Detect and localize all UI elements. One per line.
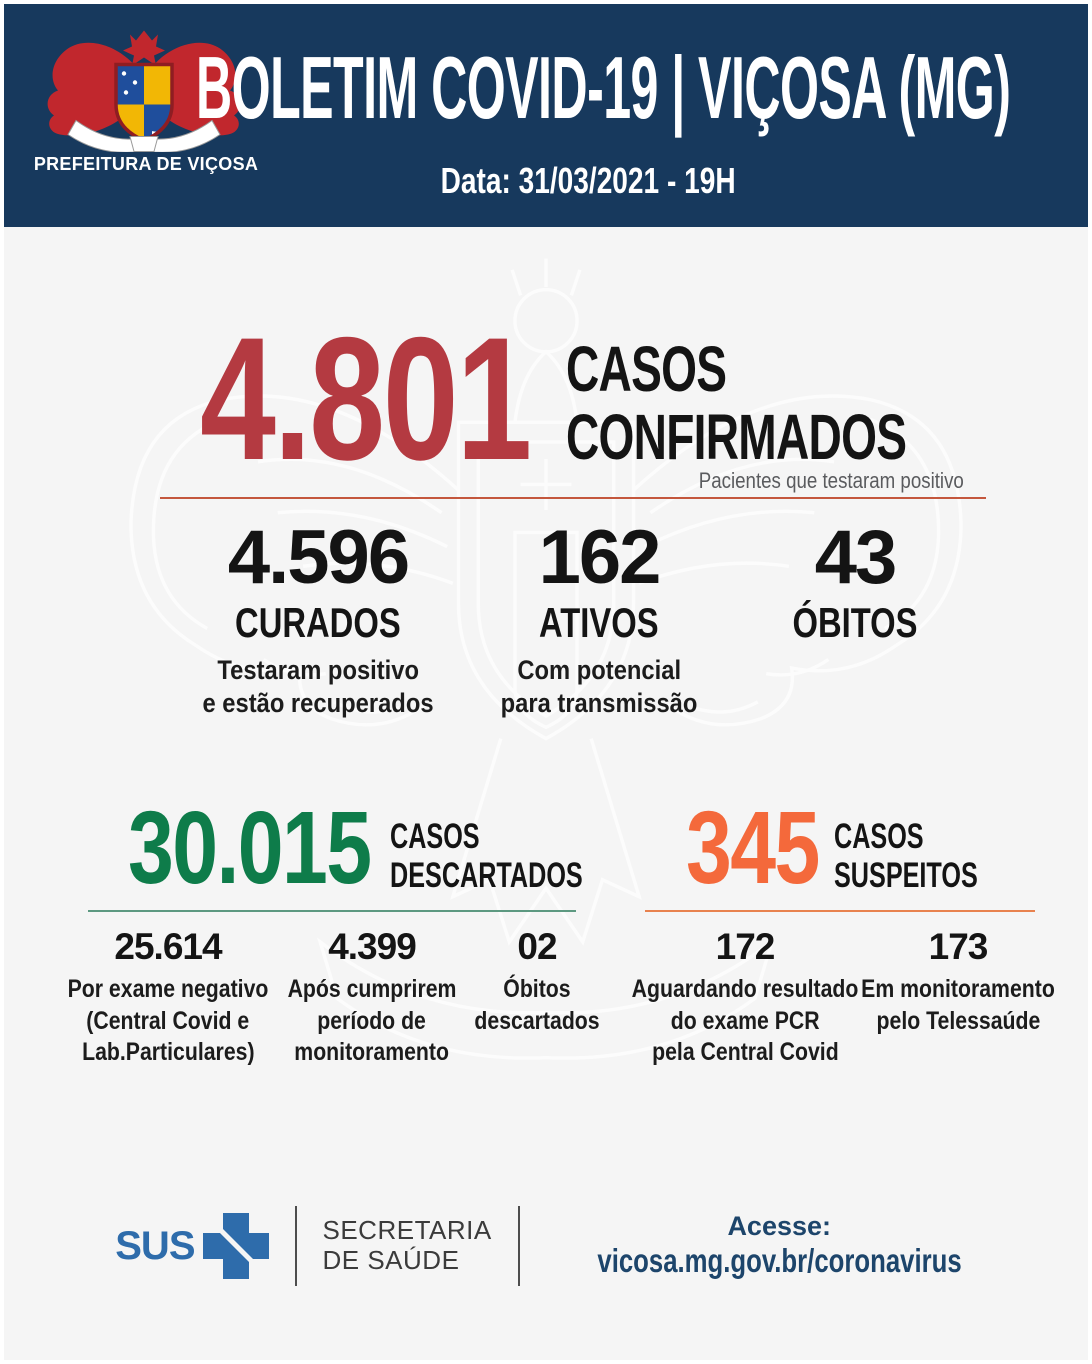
curados-value: 4.596 (227, 515, 409, 600)
sus-cross-icon (203, 1213, 269, 1279)
footer-divider-right (518, 1206, 520, 1286)
sub-col-monitoramento-cumprido (273, 928, 472, 1069)
date-label: Data: 31/03/2021 - 19H (440, 160, 736, 201)
sub-col-aguardando-pcr (612, 928, 879, 1069)
stat-col-obitos (775, 515, 935, 646)
sus-logo (115, 1213, 268, 1279)
date-row (46, 160, 1092, 202)
access-block (546, 1212, 1013, 1280)
aguardando-pcr-desc: Aguardando resultado do exame PCR pela Central Covid (631, 975, 859, 1066)
coronavirus-url-link[interactable]: vicosa.mg.gov.br/coronavirus (597, 1241, 962, 1279)
confirmed-note: Pacientes que testaram positivo (698, 468, 964, 493)
page-title: BOLETIM COVID-19 | VIÇOSA (MG) (196, 38, 1011, 137)
confirmed-title: CASOS CONFIRMADOS (566, 333, 907, 473)
exame-negativo-desc: Por exame negativo (Central Covid e Lab.Particulares) (67, 975, 269, 1066)
footer (18, 1206, 1092, 1286)
ativos-label: ATIVOS (539, 599, 659, 646)
discarded-title: CASOS DESCARTADOS (390, 817, 583, 895)
monitoramento-cumprido-desc: Após cumprirem período de monitoramento (287, 975, 457, 1066)
secretariat-label: SECRETARIA DE SAÚDE (322, 1215, 492, 1275)
suspected-total: 345 (686, 790, 819, 905)
discarded-total: 30.015 (128, 790, 371, 905)
sus-label: SUS (115, 1223, 195, 1268)
curados-label: CURADOS (235, 599, 401, 646)
aguardando-pcr-value: 172 (715, 926, 775, 967)
org-name: PREFEITURA DE VIÇOSA (33, 154, 259, 174)
header-band (4, 4, 1088, 227)
monitoramento-cumprido-value: 4.399 (328, 926, 416, 967)
stat-col-curados (187, 515, 450, 720)
sub-col-telessaude (844, 928, 1072, 1037)
sub-col-exame-negativo (50, 928, 286, 1069)
obitos-value: 43 (814, 515, 896, 600)
access-label: Acesse: (727, 1211, 832, 1242)
obitos-label: ÓBITOS (792, 599, 918, 646)
footer-divider-left (295, 1206, 297, 1286)
stat-col-ativos (487, 515, 711, 720)
curados-desc: Testaram positivo e estão recuperados (202, 655, 434, 718)
confirmed-total: 4.801 (200, 302, 530, 497)
discarded-rule (88, 910, 576, 912)
telessaude-desc: Em monitoramento pelo Telessaúde (861, 975, 1055, 1035)
exame-negativo-value: 25.614 (114, 926, 222, 967)
ativos-desc: Com potencial para transmissão (500, 655, 698, 718)
suspected-title: CASOS SUSPEITOS (834, 817, 978, 895)
obitos-descartados-value: 02 (517, 926, 557, 967)
confirmed-rule (160, 497, 986, 499)
ativos-value: 162 (538, 515, 660, 600)
sub-col-obitos-descartados (463, 928, 610, 1037)
suspected-rule (645, 910, 1035, 912)
obitos-descartados-desc: Óbitos descartados (474, 975, 600, 1035)
telessaude-value: 173 (928, 926, 988, 967)
